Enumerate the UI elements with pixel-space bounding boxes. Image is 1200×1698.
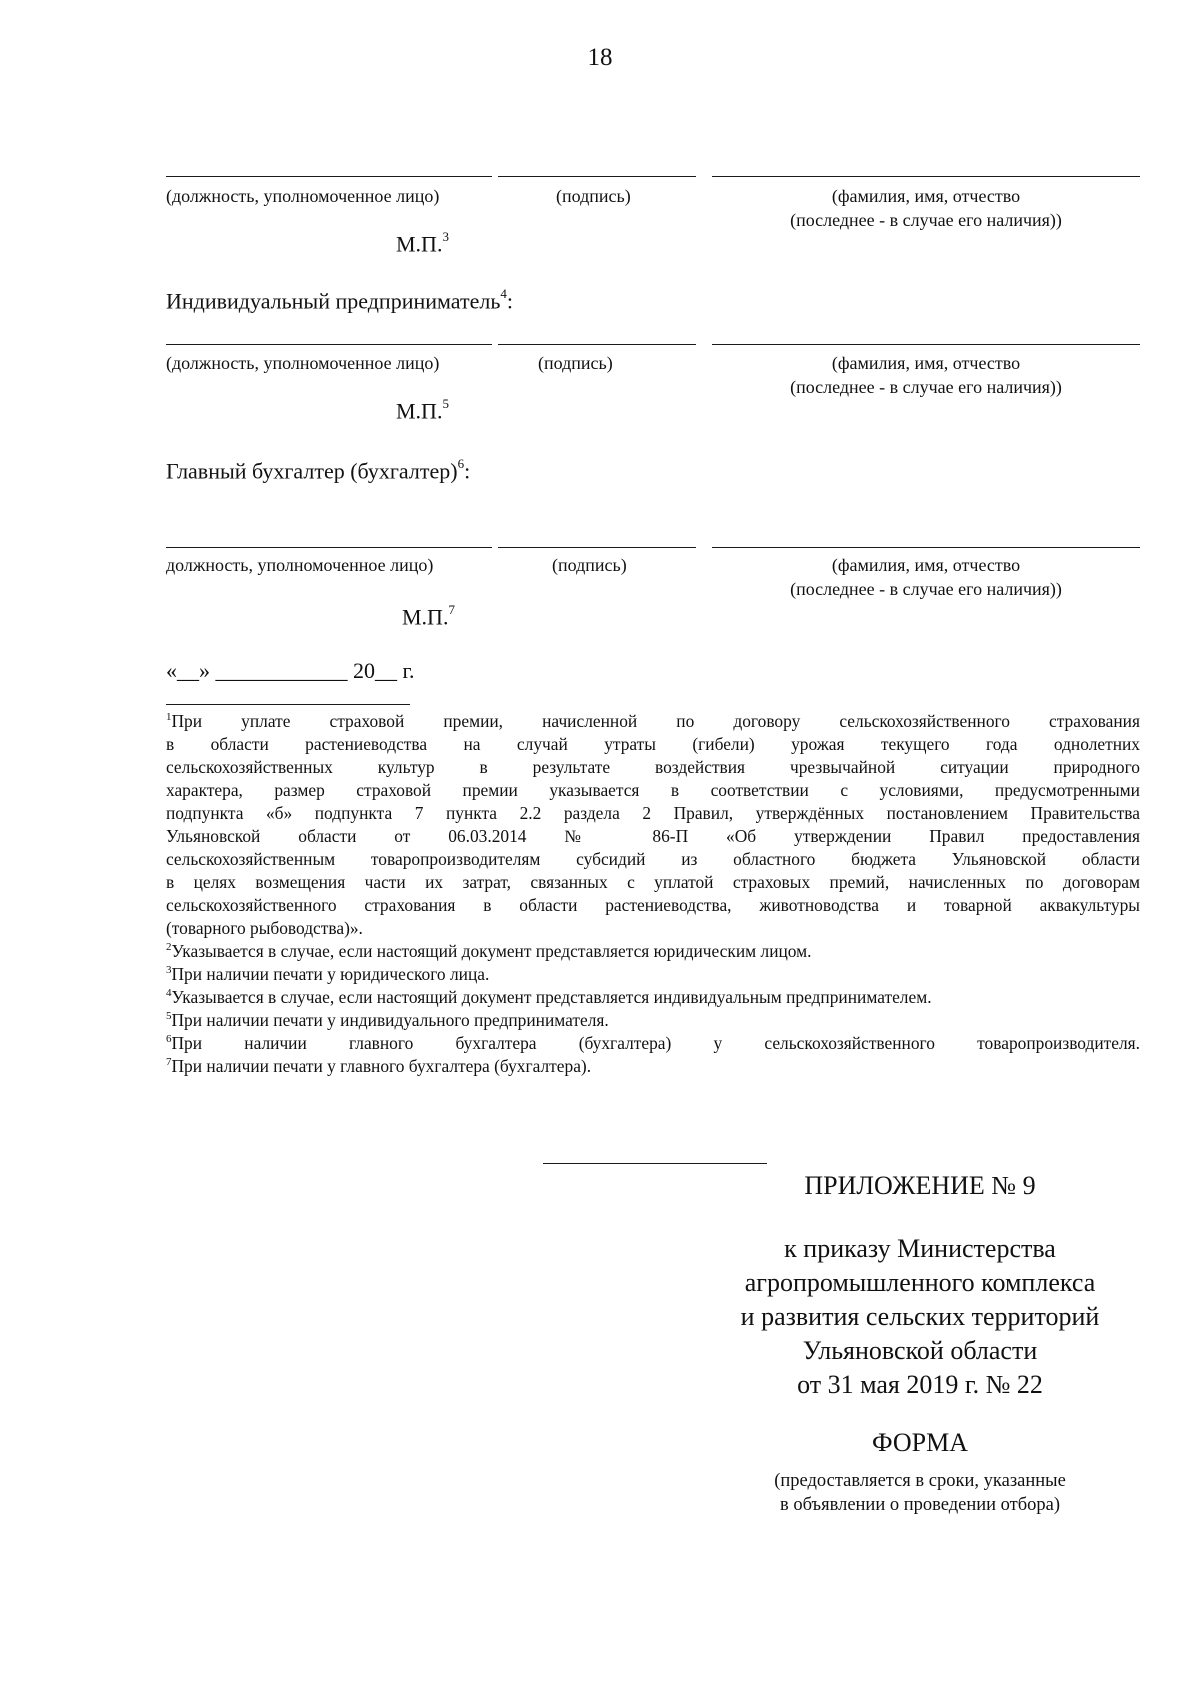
stamp-label: М.П.$^3$ [396, 229, 449, 257]
appendix-line: к приказу Министерства [784, 1234, 1056, 1263]
position-caption: (должность, уполномоченное лицо) [166, 353, 440, 373]
footnote-line [166, 756, 1140, 779]
footnote-number: 3 [166, 964, 172, 977]
footnote-text: Указывается в случае, если настоящий документ представляется индивидуальным предпринимателем. [171, 987, 932, 1007]
footnote-text: При наличии печати у юридического лица. [171, 964, 490, 984]
footnote-line [166, 871, 1140, 894]
footnote-number: 1 [166, 711, 172, 724]
name-signature-line [712, 176, 1140, 177]
footnote-ref: 6 [457, 456, 465, 471]
footnote-line [166, 894, 1140, 917]
footnote-line [166, 986, 1140, 1009]
footnote-text: в области растениеводства на случай утраты (гибели) урожая текущего года однолетних [166, 734, 1140, 754]
footnote-line [166, 940, 1140, 963]
position-caption: (должность, уполномоченное лицо) [166, 186, 440, 206]
footnote-text: При наличии печати у индивидуального предпринимателя. [171, 1010, 609, 1030]
appendix-line: агропромышленного комплекса [744, 1268, 1096, 1297]
footnote-ref: 7 [448, 602, 455, 617]
footnote-number: 6 [166, 1033, 172, 1046]
signature-caption: (подпись) [552, 555, 627, 575]
footnote-text: При наличии печати у главного бухгалтера (бухгалтера). [171, 1056, 592, 1076]
appendix-line: и развития сельских территорий [740, 1302, 1100, 1331]
footnote-number: 4 [166, 987, 172, 1000]
signature-line [498, 547, 696, 548]
footnote-line [166, 710, 1140, 733]
footnote-text: Указывается в случае, если настоящий документ представляется юридическим лицом. [171, 941, 812, 961]
name-signature-line [712, 547, 1140, 548]
footnote-text: При уплате страховой премии, начисленной по договору сельскохозяйственного страхования [171, 711, 1140, 731]
appendix-line: Ульяновской области [802, 1336, 1038, 1365]
footnote-line [166, 848, 1140, 871]
footnote-line [166, 733, 1140, 756]
stamp-label: М.П.$^5$ [396, 396, 449, 424]
footnote-text: в целях возмещения части их затрат, связанных с уплатой страховых премий, начисленных по договорам [166, 872, 1140, 892]
footnote-text: Ульяновской области от 06.03.2014 № 86-П «Об утверждении Правил предоставления [166, 826, 1140, 846]
footnotes [166, 710, 1140, 1078]
footnote-line [166, 963, 1140, 986]
name-caption: (фамилия, имя, отчество [831, 555, 1021, 575]
name-caption-note: (последнее - в случае его наличия)) [790, 377, 1062, 397]
position-signature-line [166, 344, 492, 345]
footnote-text: характера, размер страховой премии указывается в соответствии с условиями, предусмотренными [166, 780, 1140, 800]
footnote-number: 2 [166, 941, 172, 954]
form-note [700, 1469, 1140, 1517]
footnote-text: сельскохозяйственных культур в результате воздействия чрезвычайной ситуации природного [166, 757, 1140, 777]
footnote-ref: 3 [442, 229, 449, 244]
name-caption-note: (последнее - в случае его наличия)) [790, 579, 1062, 599]
position-caption: должность, уполномоченное лицо) [166, 555, 434, 575]
form-note-line: в объявлении о проведении отбора) [779, 1495, 1061, 1515]
footnote-line [166, 825, 1140, 848]
footnote-number: 7 [166, 1056, 172, 1069]
signature-caption: (подпись) [538, 353, 613, 373]
appendix-order-reference [700, 1232, 1140, 1402]
footnote-text: (товарного рыбоводства)». [166, 918, 363, 938]
signature-line [498, 176, 696, 177]
entrepreneur-heading: Индивидуальный предприниматель$^4$: [166, 286, 514, 314]
footnote-ref: 5 [442, 396, 449, 411]
footnote-text: подпункта «б» подпункта 7 пункта 2.2 раздела 2 Правил, утверждённых постановлением Правительства [166, 803, 1140, 823]
signature-line [498, 344, 696, 345]
footnote-line [166, 1055, 1140, 1078]
footnote-line [166, 779, 1140, 802]
position-signature-line [166, 547, 492, 548]
footnote-line [166, 917, 1140, 940]
form-note-line: (предоставляется в сроки, указанные [774, 1471, 1066, 1491]
footnote-line [166, 1032, 1140, 1055]
signature-caption: (подпись) [556, 186, 631, 206]
footnote-line [166, 802, 1140, 825]
appendix-line: от 31 мая 2019 г. № 22 [797, 1370, 1043, 1399]
name-signature-line [712, 344, 1140, 345]
name-caption: (фамилия, имя, отчество [831, 186, 1021, 206]
stamp-label: М.П.$^7$ [402, 602, 455, 630]
appendix-separator [543, 1163, 767, 1164]
position-signature-line [166, 176, 492, 177]
appendix-title: ПРИЛОЖЕНИЕ № 9 [804, 1171, 1036, 1200]
form-label: ФОРМА [872, 1428, 968, 1457]
footnote-text: При наличии главного бухгалтера (бухгалтера) у сельскохозяйственного товаропроизводителя. [171, 1033, 1140, 1053]
chief-accountant-heading: Главный бухгалтер (бухгалтер)$^6$: [166, 456, 471, 484]
footnote-text: сельскохозяйственным товаропроизводителям субсидий из областного бюджета Ульяновской области [166, 849, 1140, 869]
date-line: «__» ____________ 20__ г. [166, 658, 415, 683]
footnote-text: сельскохозяйственного страхования в области растениеводства, животноводства и товарной аквакультуры [166, 895, 1140, 915]
footnote-ref: 4 [500, 286, 507, 301]
footnote-line [166, 1009, 1140, 1032]
footnote-separator [166, 704, 410, 705]
name-caption: (фамилия, имя, отчество [831, 353, 1021, 373]
footnote-number: 5 [166, 1010, 172, 1023]
page-number: 18 [587, 44, 613, 71]
name-caption-note: (последнее - в случае его наличия)) [790, 210, 1062, 230]
